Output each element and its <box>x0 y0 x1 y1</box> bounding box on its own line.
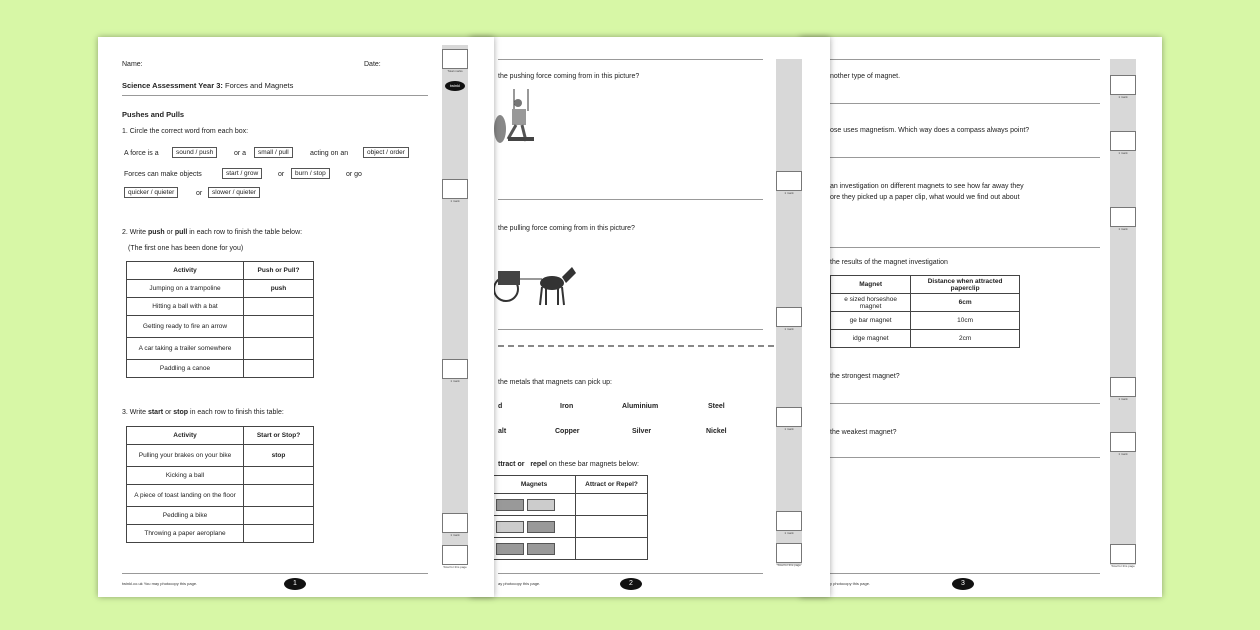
mark-label: 1 mark <box>450 533 460 537</box>
question-text: ore they picked up a paper clip, what would we find out about <box>830 194 1020 201</box>
mark-label: 1 mark <box>1118 227 1128 231</box>
question-text: an investigation on different magnets to see how far away they <box>830 183 1024 190</box>
question-text <box>122 229 302 236</box>
metal-word: alt <box>498 428 507 435</box>
mark-box[interactable] <box>1110 377 1136 397</box>
bar-magnets <box>496 499 555 511</box>
table-header: Distance when attracted paperclip <box>911 276 1020 294</box>
metal-word: Copper <box>555 428 580 435</box>
answer-cell[interactable] <box>244 298 314 316</box>
sentence-text: Forces can make objects <box>124 171 202 178</box>
metal-word: Nickel <box>706 428 727 435</box>
table-cell: ge bar magnet <box>831 312 911 330</box>
answer-cell[interactable] <box>576 494 648 516</box>
worksheet-page-3 <box>800 37 1162 597</box>
mark-box[interactable] <box>776 171 802 191</box>
table-header: Activity <box>127 262 244 280</box>
sentence-text: or <box>196 190 203 197</box>
mark-label: Total for this page <box>443 565 467 569</box>
marks-strip <box>1110 59 1136 568</box>
swing-picture <box>494 89 538 159</box>
table-header: Activity <box>127 427 244 445</box>
sentence-text: acting on an <box>310 150 349 157</box>
table-header: Attract or Repel? <box>576 476 648 494</box>
question-text-part: 2. Write <box>122 229 146 236</box>
metal-word: Silver <box>632 428 652 435</box>
footer-text: twinkl.co.uk You may photocopy this page. <box>122 581 198 586</box>
divider <box>830 403 1100 404</box>
sentence-text: A force is a <box>124 150 159 157</box>
mark-label: 1 mark <box>784 531 794 535</box>
divider <box>830 247 1100 248</box>
table-header: Magnet <box>831 276 911 294</box>
title-topic: Forces and Magnets <box>225 81 294 90</box>
table-cell: 6cm <box>911 294 1020 312</box>
footer-divider <box>122 573 428 574</box>
question-text-part: 3. Write <box>122 409 146 416</box>
answer-cell: stop <box>244 445 314 467</box>
horse-cart-picture <box>494 249 578 313</box>
divider <box>498 199 763 200</box>
table-cell: Getting ready to fire an arrow <box>127 316 244 338</box>
word-choice-box[interactable]: object / order <box>363 147 409 158</box>
mark-box[interactable] <box>442 179 468 199</box>
mark-box[interactable] <box>442 545 468 565</box>
mark-label: 1 mark <box>1118 151 1128 155</box>
mark-label: 1 mark <box>1118 397 1128 401</box>
metal-word: Aluminium <box>622 403 659 410</box>
footer-divider <box>498 573 763 574</box>
page-title <box>122 81 293 90</box>
word-choice-box[interactable]: sound / push <box>172 147 217 158</box>
question-text: the strongest magnet? <box>830 373 900 380</box>
divider <box>830 59 1100 60</box>
divider <box>122 95 428 96</box>
word-choice-box[interactable]: slower / quieter <box>208 187 260 198</box>
table-cell: A car taking a trailer somewhere <box>127 338 244 360</box>
question-text-part <box>526 461 528 468</box>
divider <box>830 103 1100 104</box>
question-text-part: in each row to finish the table below: <box>189 229 303 236</box>
table-cell: 10cm <box>911 312 1020 330</box>
title-prefix: Science Assessment Year 3: <box>122 81 223 90</box>
mark-label: Total marks <box>447 69 463 73</box>
table-cell: Hitting a ball with a bat <box>127 298 244 316</box>
mark-box[interactable] <box>1110 131 1136 151</box>
mark-label: Total for this page <box>1111 564 1135 568</box>
mark-label: 1 mark <box>450 379 460 383</box>
question-text: the pulling force coming from in this picture? <box>498 225 635 232</box>
bar-magnet <box>496 543 524 555</box>
question-keyword: repel <box>530 461 548 468</box>
question-text <box>498 461 639 468</box>
section-title: Pushes and Pulls <box>122 110 185 119</box>
bar-magnets <box>496 521 555 533</box>
question-text-part: or <box>166 229 173 236</box>
question-keyword: pull <box>174 229 188 236</box>
question-text: the weakest magnet? <box>830 429 897 436</box>
mark-box[interactable] <box>1110 207 1136 227</box>
mark-box[interactable] <box>776 511 802 531</box>
metal-word: Steel <box>708 403 725 410</box>
table-header: Push or Pull? <box>244 262 314 280</box>
mark-label: Total for this page <box>777 563 801 567</box>
bar-magnet <box>496 521 524 533</box>
table-cell: A piece of toast landing on the floor <box>127 485 244 507</box>
page-number: 1 <box>284 578 306 590</box>
table-header: Start or Stop? <box>244 427 314 445</box>
bar-magnets <box>496 543 555 555</box>
question-text <box>122 409 284 416</box>
table-cell: Kicking a ball <box>127 467 244 485</box>
magnet-results-table <box>830 275 1020 348</box>
mark-box[interactable] <box>1110 432 1136 452</box>
answer-cell[interactable] <box>244 507 314 525</box>
divider <box>498 329 763 330</box>
cut-line <box>498 345 774 347</box>
word-choice-box[interactable]: small / pull <box>254 147 293 158</box>
sentence-text: or go <box>346 171 362 178</box>
question-note: (The first one has been done for you) <box>128 245 244 252</box>
question-text-part: in each row to finish this table: <box>190 409 284 416</box>
table-cell: Pulling your brakes on your bike <box>127 445 244 467</box>
question-keyword: start <box>147 409 164 416</box>
name-label: Name: <box>122 61 143 68</box>
footer-text: y photocopy this page. <box>830 581 871 586</box>
bar-magnet <box>527 543 555 555</box>
worksheet-page-1 <box>98 37 494 597</box>
sentence-text: or a <box>234 150 247 157</box>
question-text: 1. Circle the correct word from each box: <box>122 128 249 135</box>
word-choice-box[interactable]: burn / stop <box>291 168 330 179</box>
word-choice-box[interactable]: quicker / quieter <box>124 187 178 198</box>
bar-magnet <box>527 521 555 533</box>
mark-label: 1 mark <box>1118 95 1128 99</box>
question-text: ose uses magnetism. Which way does a compass always point? <box>830 127 1030 134</box>
mark-box[interactable] <box>776 307 802 327</box>
table-cell: Throwing a paper aeroplane <box>127 525 244 543</box>
page-number: 3 <box>952 578 974 590</box>
footer-text: ay photocopy this page. <box>498 581 541 586</box>
footer-divider <box>830 573 1100 574</box>
mark-box[interactable] <box>776 407 802 427</box>
marks-strip <box>776 59 802 565</box>
twinkl-logo: twinkl <box>445 81 465 91</box>
page-number: 2 <box>620 578 642 590</box>
mark-box[interactable] <box>442 513 468 533</box>
divider <box>498 59 763 60</box>
answer-cell: push <box>244 280 314 298</box>
question-keyword: stop <box>173 409 189 416</box>
answer-cell[interactable] <box>576 516 648 538</box>
answer-cell[interactable] <box>576 538 648 560</box>
answer-cell[interactable] <box>244 525 314 543</box>
mark-label: 1 mark <box>784 427 794 431</box>
question-text: the results of the magnet investigation <box>830 259 948 266</box>
table-cell: e sized horseshoe magnet <box>831 294 911 312</box>
worksheet-page-2 <box>470 37 830 597</box>
divider <box>830 157 1100 158</box>
mark-box[interactable] <box>442 49 468 69</box>
table-cell: Jumping on a trampoline <box>127 280 244 298</box>
table-cell: Paddling a canoe <box>127 360 244 378</box>
mark-label: 1 mark <box>1118 452 1128 456</box>
word-choice-box[interactable]: start / grow <box>222 168 262 179</box>
divider <box>830 457 1100 458</box>
answer-cell[interactable] <box>244 467 314 485</box>
bar-magnet <box>496 499 524 511</box>
question-keyword: push <box>147 229 165 236</box>
metal-word: Iron <box>560 403 574 410</box>
question-text: nother type of magnet. <box>830 73 901 80</box>
mark-label: 1 mark <box>784 327 794 331</box>
table-cell: 2cm <box>911 330 1020 348</box>
answer-cell[interactable] <box>244 316 314 338</box>
answer-cell[interactable] <box>244 485 314 507</box>
bar-magnet <box>527 499 555 511</box>
sentence-text: or <box>278 171 285 178</box>
question-keyword: ttract or <box>498 461 525 468</box>
question-text-part: or <box>165 409 172 416</box>
answer-cell[interactable] <box>244 338 314 360</box>
mark-box[interactable] <box>442 359 468 379</box>
mark-label: 1 mark <box>450 199 460 203</box>
table-header: Magnets <box>493 476 576 494</box>
date-label: Date: <box>364 61 381 68</box>
answer-cell[interactable] <box>244 360 314 378</box>
mark-box[interactable] <box>1110 544 1136 564</box>
start-stop-table <box>126 426 314 543</box>
push-pull-table <box>126 261 314 378</box>
table-cell: Peddling a bike <box>127 507 244 525</box>
mark-box[interactable] <box>776 543 802 563</box>
question-text: the metals that magnets can pick up: <box>498 379 613 386</box>
mark-box[interactable] <box>1110 75 1136 95</box>
metal-word: d <box>498 403 503 410</box>
mark-label: 1 mark <box>784 191 794 195</box>
question-text: the pushing force coming from in this picture? <box>498 73 640 80</box>
table-cell: idge magnet <box>831 330 911 348</box>
marks-strip <box>442 45 468 569</box>
question-text-part: on these bar magnets below: <box>549 461 639 468</box>
